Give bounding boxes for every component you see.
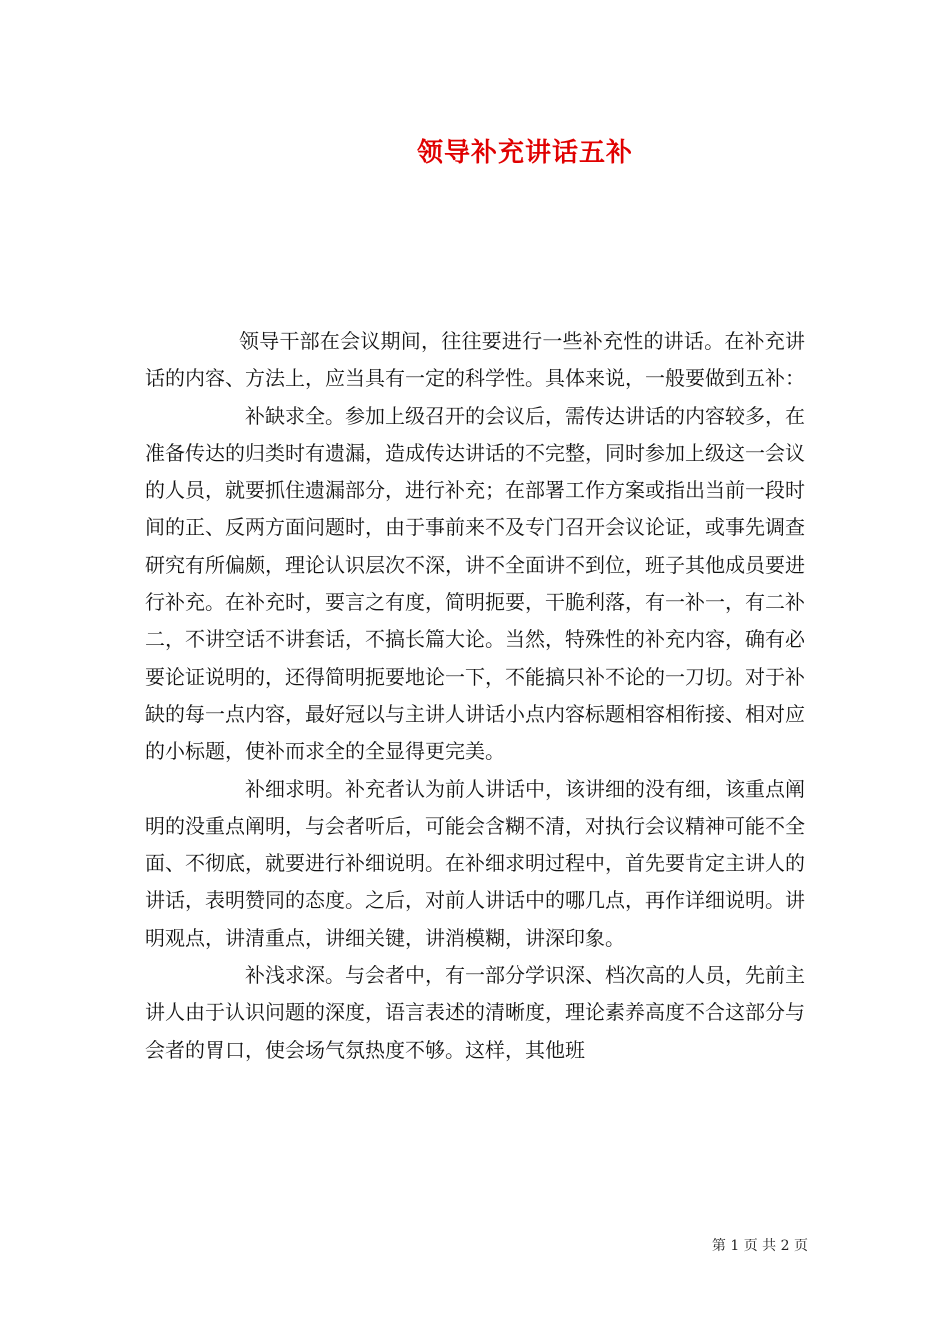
page-number-footer: 第 1 页 共 2 页 (711, 1238, 808, 1254)
body-paragraph: 补细求明。补充者认为前人讲话中，该讲细的没有细，该重点阐明的没重点阐明，与会者听后，可能会含糊不清，对执行会议精神可能不全面、不彻底，就要进行补细说明。在补细求明过程中，首先要肯定主讲人的讲话，表明赞同的态度。之后，对前人讲话中的哪几点，再作详细说明。讲明观点，讲清重点，讲细关键，讲消模糊，讲深印象。 (145, 776, 805, 950)
body-paragraph: 补缺求全。参加上级召开的会议后，需传达讲话的内容较多，在准备传达的归类时有遗漏，造成传达讲话的不完整，同时参加上级这一会议的人员，就要抓住遗漏部分，进行补充；在部署工作方案或指出当前一段时间的正、反两方面问题时，由于事前来不及专门召开会议论证，或事先调查研究有所偏颇，理论认识层次不深，讲不全面讲不到位，班子其他成员要进行补充。在补充时，要言之有度，简明扼要，干脆利落，有一补一，有二补二，不讲空话不讲套话，不搞长篇大论。当然，特殊性的补充内容，确有必要论证说明的，还得简明扼要地论一下，不能搞只补不论的一刀切。对于补缺的每一点内容，最好冠以与主讲人讲话小点内容标题相容相衔接、相对应的小标题，使补而求全的全显得更完美。 (145, 403, 805, 764)
document-title: 领导补充讲话五补 (416, 138, 633, 168)
document-body (145, 323, 805, 1069)
body-paragraph: 领导干部在会议期间，往往要进行一些补充性的讲话。在补充讲话的内容、方法上，应当具有一定的科学性。具体来说，一般要做到五补： (145, 329, 805, 391)
body-paragraph: 补浅求深。与会者中，有一部分学识深、档次高的人员，先前主讲人由于认识问题的深度，语言表述的清晰度，理论素养高度不合这部分与会者的胃口，使会场气氛热度不够。这样，其他班 (145, 963, 805, 1062)
